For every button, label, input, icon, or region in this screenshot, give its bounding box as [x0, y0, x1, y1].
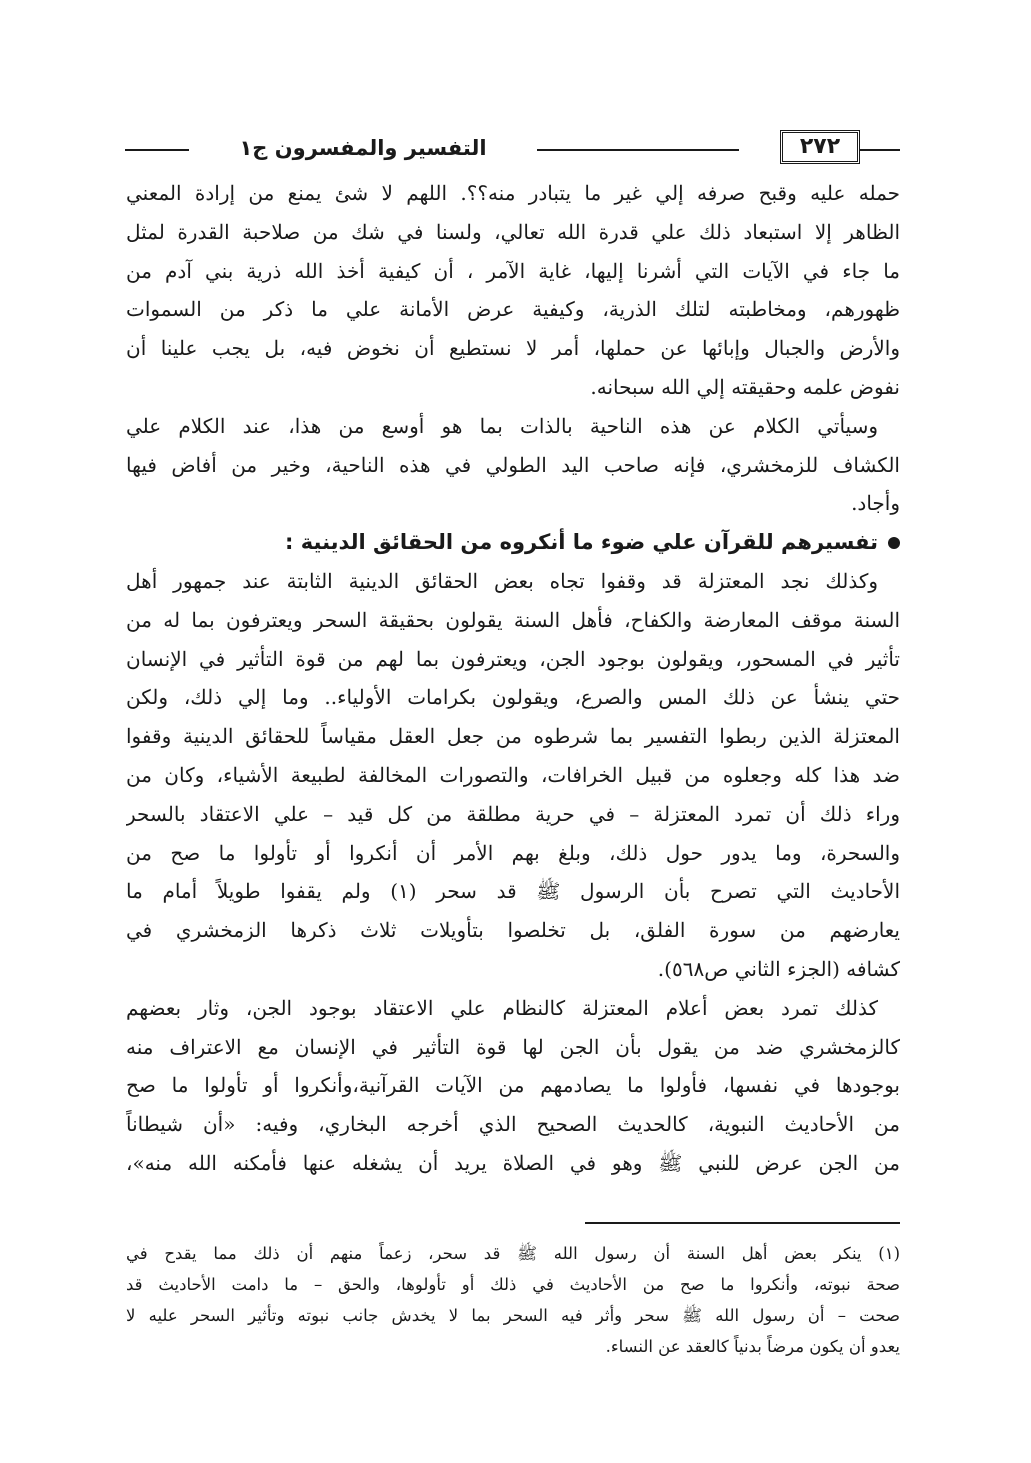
footnote-line: (١) ينكر بعض أهل السنة أن رسول الله ﷺ قد سحر، زعماً منهم أن ذلك مما يقدح في: [126, 1244, 900, 1263]
text-line: المعتزلة الذين ربطوا التفسير بما شرطوه من جعل العقل مقياساً للحقائق الدينية وقفوا: [126, 724, 900, 749]
text-line: من الأحاديث النبوية، كالحديث الصحيح الذي أخرجه البخاري، وفيه: «أن شيطاناً: [126, 1112, 900, 1137]
text-line: والسحرة، وما يدور حول ذلك، وبلغ بهم الأمر أن أنكروا أو تأولوا ما صح من: [126, 840, 900, 865]
text-line: من الجن عرض للنبي ﷺ وهو في الصلاة يريد أن يشغله عنها فأمكنه الله منه»،: [126, 1150, 900, 1175]
text-line: كالزمخشري ضد من يقول بأن الجن لها قوة التأثير في الإنسان مع الاعتراف منه: [126, 1034, 900, 1059]
text-line: حمله عليه وقبح صرفه إلي غير ما يتبادر منه؟؟. اللهم لا شئ يمنع من إرادة المعني: [126, 181, 900, 205]
footnote-rule: [585, 1222, 900, 1224]
footnote-line: صحت – أن رسول الله ﷺ سحر وأثر فيه السحر بما لا يخدش جانب نبوته وتأثير السحر عليه لا: [126, 1306, 900, 1325]
text-line: وأجاد.: [851, 491, 900, 516]
text-line: تأثير في المسحور، ويقولون بوجود الجن، ويعترفون بما لهم من قوة التأثير في الإنسان: [126, 646, 900, 671]
main-text: [126, 174, 900, 1183]
footnote: [126, 1238, 900, 1362]
text-line: الكشاف للزمخشري، فإنه صاحب اليد الطولي في هذه الناحية، وخير من أفاض فيها: [126, 452, 900, 477]
paragraph: [126, 989, 900, 1183]
text-line: وكذلك نجد المعتزلة قد وقفوا تجاه بعض الحقائق الدينية الثابتة عند جمهور أهل: [126, 568, 878, 593]
header-rule: [125, 149, 189, 151]
text-line: وراء ذلك أن تمرد المعتزلة – في حرية مطلقة من كل قيد – علي الاعتقاد بالسحر: [126, 801, 900, 826]
text-line: ظهورهم، ومخاطبته لتلك الذرية، وكيفية عرض الأمانة علي ما ذكر من السموات: [126, 297, 900, 322]
text-line: حتي ينشأ عن ذلك المس والصرع، ويقولون بكرامات الأولياء.. وما إلي ذلك، ولكن: [126, 685, 900, 710]
text-line: كذلك تمرد بعض أعلام المعتزلة كالنظام علي الاعتقاد بوجود الجن، وثار بعضهم: [126, 995, 878, 1020]
section-heading-text: تفسيرهم للقرآن علي ضوء ما أنكروه من الحقائق الدينية :: [285, 530, 878, 555]
footnote-line: صحة نبوته، وأنكروا ما صح من الأحاديث في ذلك أو تأولوها، والحق – ما دامت الأحاديث قد: [126, 1275, 900, 1294]
paragraph: [126, 407, 900, 523]
paragraph: [126, 174, 900, 407]
text-line: والأرض والجبال وإبائها عن حملها، أمر لا نستطيع أن نخوض فيه، بل يجب علينا أن: [126, 336, 900, 361]
text-line: وسيأتي الكلام عن هذه الناحية بالذات بما هو أوسع من هذا، عند الكلام علي: [126, 413, 878, 438]
text-line: بوجودها في نفسها، فأولوا ما يصادمهم من الآيات القرآنية،وأنكروا أو تأولوا ما صح: [126, 1073, 900, 1098]
header-rule: [537, 149, 739, 151]
paragraph: [126, 562, 900, 989]
text-line: نفوض علمه وحقيقته إلي الله سبحانه.: [590, 374, 900, 399]
footnote-line: يعدو أن يكون مرضاً بدنياً كالعقد عن النساء.: [605, 1337, 900, 1356]
running-title: التفسير والمفسرون ج١: [239, 136, 487, 160]
text-line: الأحاديث التي تصرح بأن الرسول ﷺ قد سحر (١) ولم يقفوا طويلاً أمام ما: [126, 879, 900, 904]
text-line: الظاهر إلا استبعاد ذلك علي قدرة الله تعالي، ولسنا في شك من صلاحبة القدرة لمثل: [126, 219, 900, 244]
section-heading: [126, 523, 900, 562]
header-rule: [860, 149, 900, 151]
text-line: ضد هذا كله وجعلوه من قبيل الخرافات، والتصورات المخالفة لطبيعة الأشياء، وكان من: [126, 762, 900, 787]
running-header: [125, 128, 900, 170]
page-number: ٢٧٢: [780, 130, 860, 164]
text-line: ما جاء في الآيات التي أشرنا إليها، غاية الآمر ، أن كيفية أخذ الله ذرية بني آدم من: [126, 258, 900, 283]
text-line: السنة موقف المعارضة والكفاح، فأهل السنة يقولون بحقيقة السحر ويعترفون بما له من: [126, 607, 900, 632]
bullet-icon: [888, 537, 900, 549]
text-line: كشافه (الجزء الثاني ص٥٦٨).: [657, 956, 900, 981]
text-line: يعارضهم من سورة الفلق، بل تخلصوا بتأويلات ثلاث ذكرها الزمخشري في: [126, 918, 900, 943]
